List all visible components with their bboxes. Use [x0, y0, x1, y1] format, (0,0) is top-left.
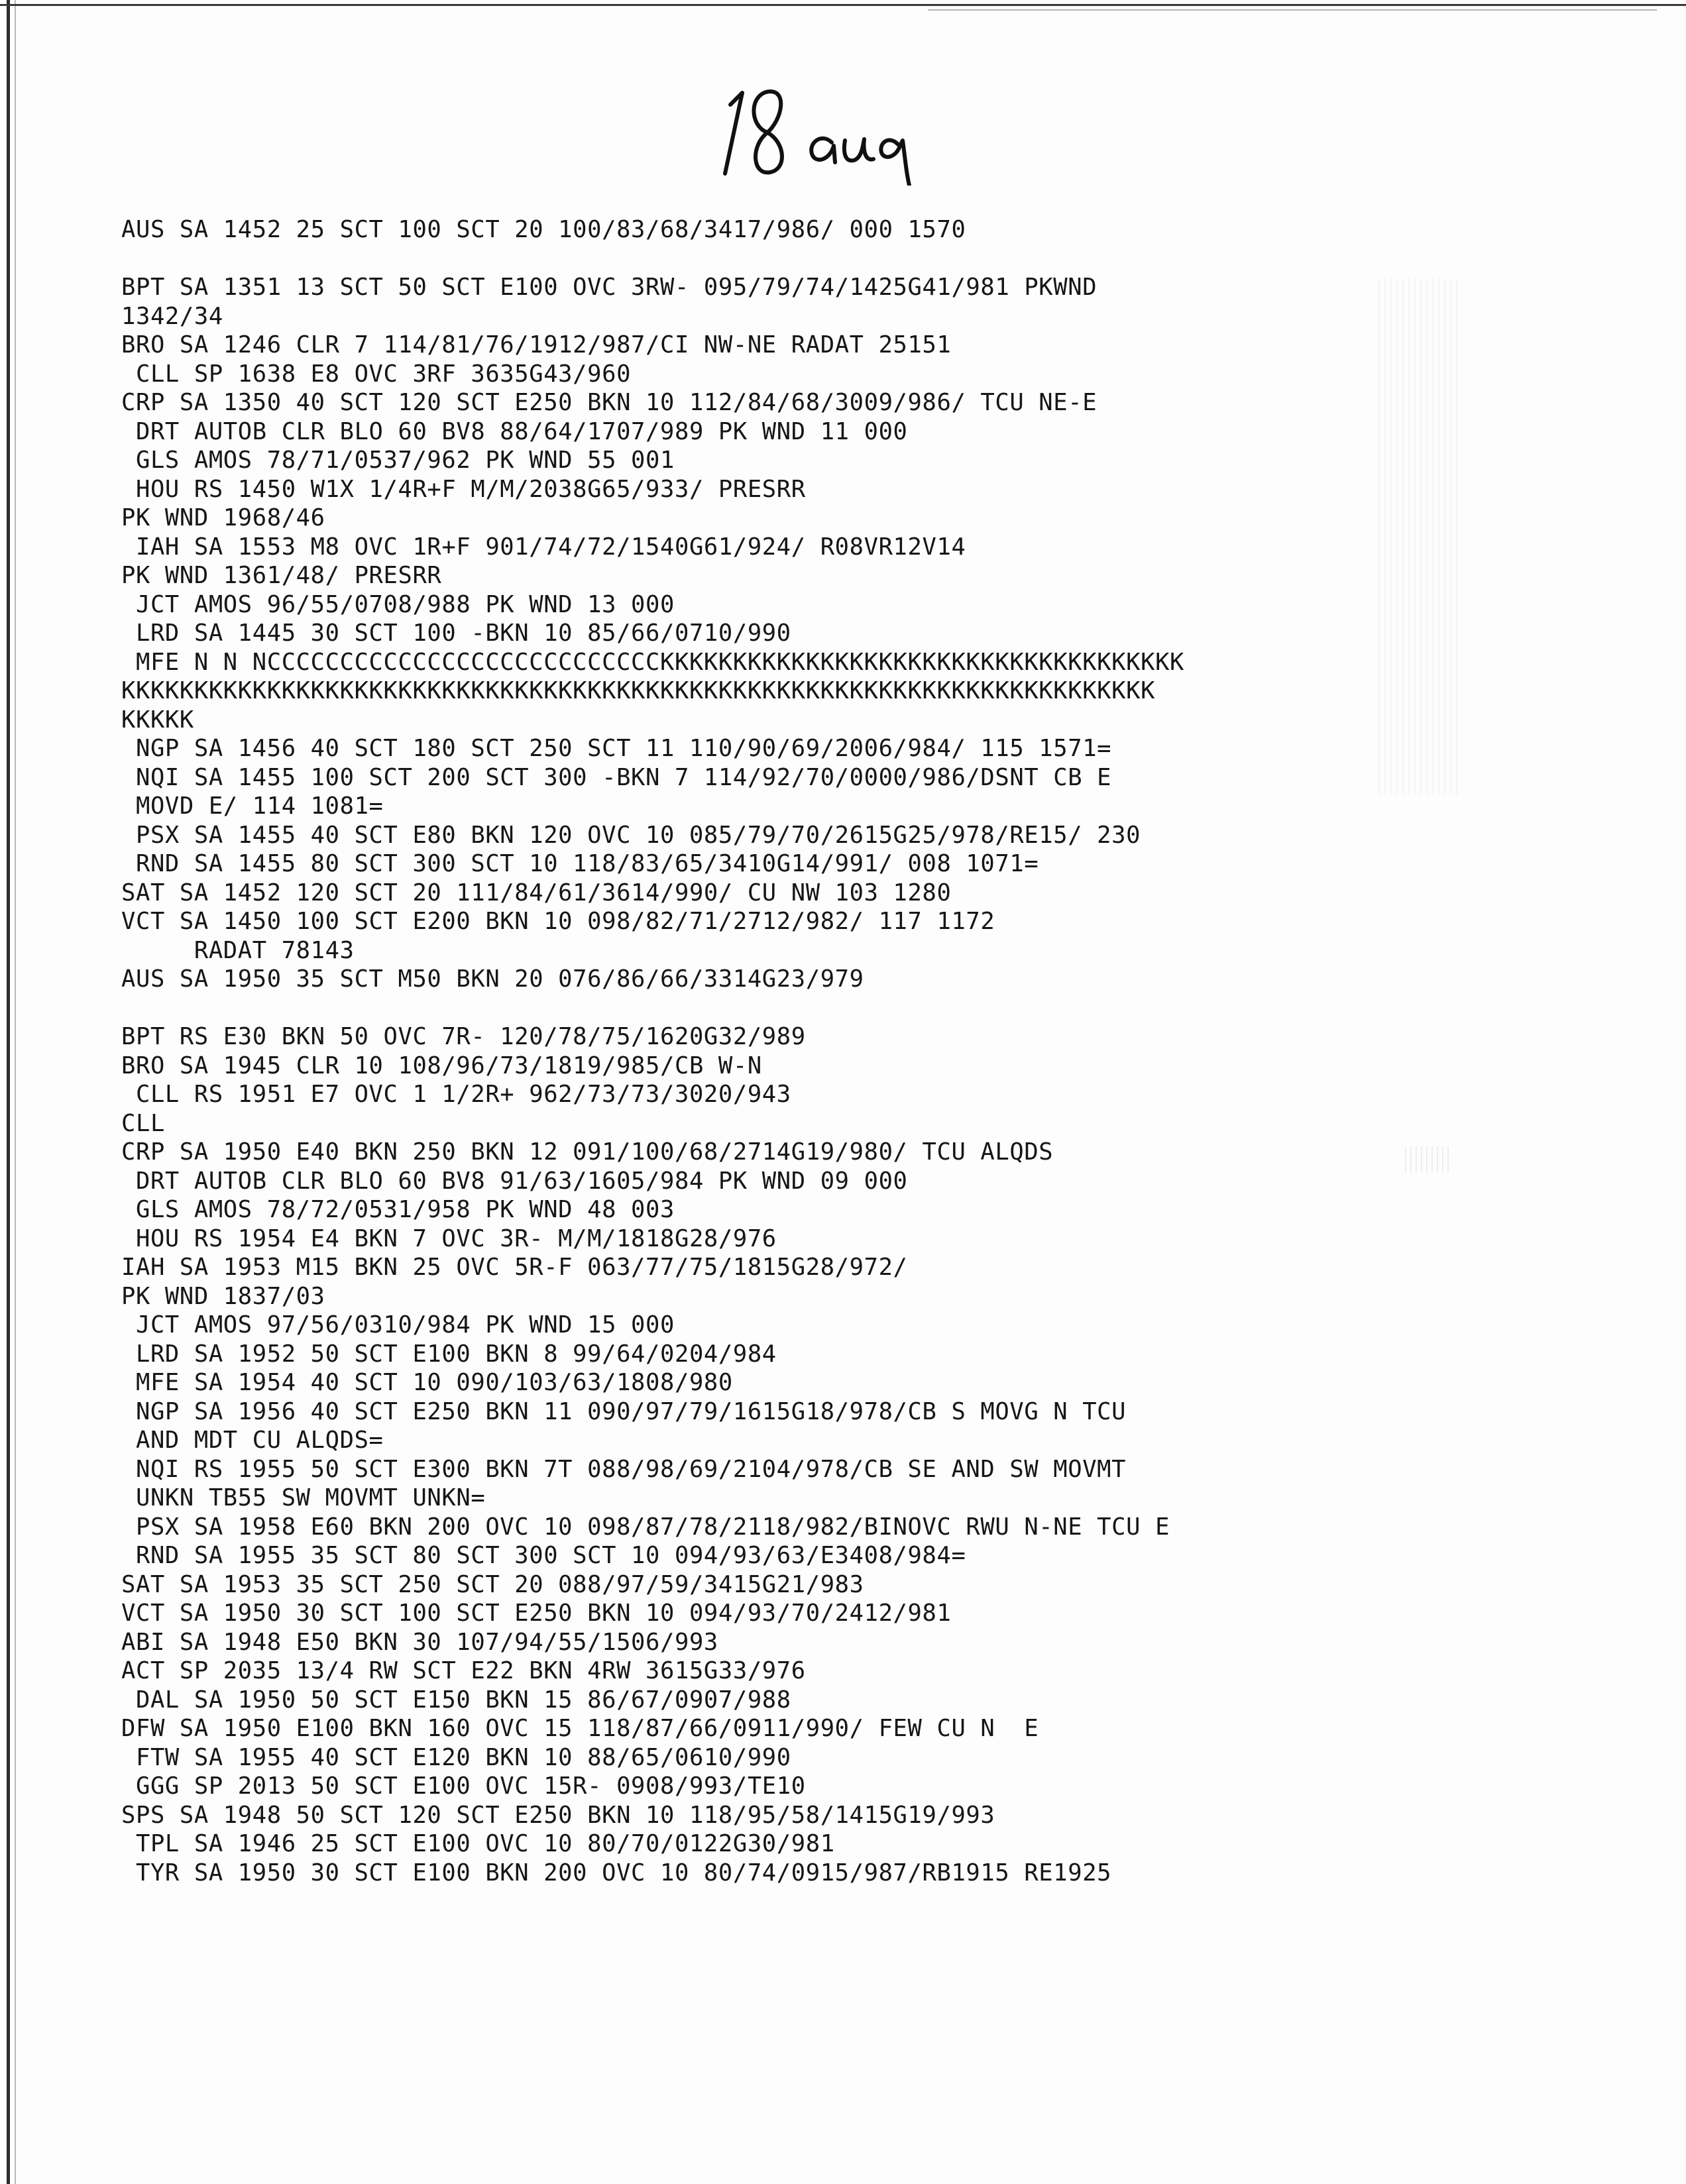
report-line: PSX SA 1455 40 SCT E80 BKN 120 OVC 10 085/79/70/2615G25/978/RE15/ 230	[121, 821, 1141, 849]
report-line: MOVD E/ 114 1081=	[121, 792, 384, 820]
report-line: CLL	[121, 1109, 165, 1137]
report-line: CLL SP 1638 E8 OVC 3RF 3635G43/960	[121, 360, 632, 388]
report-line: MFE SA 1954 40 SCT 10 090/103/63/1808/980	[121, 1369, 733, 1396]
report-line: CLL RS 1951 E7 OVC 1 1/2R+ 962/73/73/3020/943	[121, 1081, 791, 1108]
report-line: BPT SA 1351 13 SCT 50 SCT E100 OVC 3RW- 095/79/74/1425G41/981 PKWND	[121, 274, 1097, 301]
report-line: SPS SA 1948 50 SCT 120 SCT E250 BKN 10 118/95/58/1415G19/993	[121, 1801, 995, 1829]
report-line: CRP SA 1350 40 SCT 120 SCT E250 BKN 10 112/84/68/3009/986/ TCU NE-E	[121, 389, 1097, 416]
report-line: FTW SA 1955 40 SCT E120 BKN 10 88/65/0610/990	[121, 1743, 791, 1771]
report-line: IAH SA 1553 M8 OVC 1R+F 901/74/72/1540G61/924/ R08VR12V14	[121, 533, 966, 561]
report-line: PSX SA 1958 E60 BKN 200 OVC 10 098/87/78/2118/982/BINOVC RWU N-NE TCU E	[121, 1513, 1170, 1541]
report-line: BRO SA 1945 CLR 10 108/96/73/1819/985/CB W-N	[121, 1052, 762, 1079]
report-line: HOU RS 1450 W1X 1/4R+F M/M/2038G65/933/ PRESRR	[121, 475, 806, 503]
report-line: GLS AMOS 78/72/0531/958 PK WND 48 003	[121, 1196, 675, 1223]
report-line: UNKN TB55 SW MOVMT UNKN=	[121, 1484, 486, 1511]
page-binding-edge	[7, 0, 10, 2184]
report-line: AUS SA 1950 35 SCT M50 BKN 20 076/86/66/3314G23/979	[121, 965, 864, 993]
report-line: BPT RS E30 BKN 50 OVC 7R- 120/78/75/1620G32/989	[121, 1023, 806, 1050]
report-line: DAL SA 1950 50 SCT E150 BKN 15 86/67/0907/988	[121, 1686, 791, 1714]
report-line: CRP SA 1950 E40 BKN 250 BKN 12 091/100/68/2714G19/980/ TCU ALQDS	[121, 1138, 1054, 1166]
weather-report-text	[121, 215, 1447, 1887]
report-line: VCT SA 1950 30 SCT 100 SCT E250 BKN 10 094/93/70/2412/981	[121, 1600, 952, 1627]
handwritten-date	[716, 80, 981, 186]
page-top-edge	[0, 4, 1686, 6]
page-edge-shadow	[15, 0, 16, 2184]
report-line: BRO SA 1246 CLR 7 114/81/76/1912/987/CI NW-NE RADAT 25151	[121, 331, 952, 358]
report-line: IAH SA 1953 M15 BKN 25 OVC 5R-F 063/77/75/1815G28/972/	[121, 1254, 908, 1281]
report-line	[121, 245, 1447, 274]
report-line: RADAT 78143	[121, 936, 355, 964]
report-line: KKKKK	[121, 706, 194, 734]
report-line: GLS AMOS 78/71/0537/962 PK WND 55 001	[121, 447, 675, 474]
report-line: MFE N N NCCCCCCCCCCCCCCCCCCCCCCCCCCCKKKKKKKKKKKKKKKKKKKKKKKKKKKKKKKKKKKK	[121, 648, 1185, 676]
report-line: NQI RS 1955 50 SCT E300 BKN 7T 088/98/69/2104/978/CB SE AND SW MOVMT	[121, 1455, 1127, 1483]
report-line: AND MDT CU ALQDS=	[121, 1427, 384, 1454]
report-line: SAT SA 1452 120 SCT 20 111/84/61/3614/990/ CU NW 103 1280	[121, 879, 952, 906]
report-line: AUS SA 1452 25 SCT 100 SCT 20 100/83/68/3417/986/ 000 1570	[121, 216, 966, 243]
report-line: NGP SA 1956 40 SCT E250 BKN 11 090/97/79/1615G18/978/CB S MOVG N TCU	[121, 1397, 1127, 1425]
report-line: PK WND 1968/46	[121, 504, 325, 531]
report-line: ACT SP 2035 13/4 RW SCT E22 BKN 4RW 3615G33/976	[121, 1657, 806, 1684]
report-line: NQI SA 1455 100 SCT 200 SCT 300 -BKN 7 114/92/70/0000/986/DSNT CB E	[121, 763, 1112, 791]
report-line: TPL SA 1946 25 SCT E100 OVC 10 80/70/0122G30/981	[121, 1830, 835, 1857]
report-line: PK WND 1837/03	[121, 1282, 325, 1310]
report-line	[121, 994, 1447, 1023]
report-line: RND SA 1455 80 SCT 300 SCT 10 118/83/65/3410G14/991/ 008 1071=	[121, 850, 1039, 877]
report-line: LRD SA 1445 30 SCT 100 -BKN 10 85/66/0710/990	[121, 620, 791, 647]
report-line: ABI SA 1948 E50 BKN 30 107/94/55/1506/993	[121, 1628, 718, 1656]
report-line: KKKKKKKKKKKKKKKKKKKKKKKKKKKKKKKKKKKKKKKKKKKKKKKKKKKKKKKKKKKKKKKKKKKKKKK	[121, 677, 1156, 704]
report-line: DRT AUTOB CLR BLO 60 BV8 91/63/1605/984 PK WND 09 000	[121, 1167, 908, 1195]
report-line: LRD SA 1952 50 SCT E100 BKN 8 99/64/0204/984	[121, 1340, 777, 1368]
report-line: GGG SP 2013 50 SCT E100 OVC 15R- 0908/993/TE10	[121, 1773, 806, 1800]
report-line: TYR SA 1950 30 SCT E100 BKN 200 OVC 10 80/74/0915/987/RB1915 RE1925	[121, 1859, 1112, 1886]
report-line: 1342/34	[121, 302, 223, 330]
report-line: DFW SA 1950 E100 BKN 160 OVC 15 118/87/66/0911/990/ FEW CU N E	[121, 1715, 1039, 1742]
report-line: VCT SA 1450 100 SCT E200 BKN 10 098/82/71/2712/982/ 117 1172	[121, 908, 995, 935]
report-line: DRT AUTOB CLR BLO 60 BV8 88/64/1707/989 PK WND 11 000	[121, 417, 908, 445]
report-line: JCT AMOS 97/56/0310/984 PK WND 15 000	[121, 1311, 675, 1338]
report-line: NGP SA 1456 40 SCT 180 SCT 250 SCT 11 110/90/69/2006/984/ 115 1571=	[121, 735, 1112, 762]
report-line: HOU RS 1954 E4 BKN 7 OVC 3R- M/M/1818G28/976	[121, 1225, 777, 1252]
report-line: PK WND 1361/48/ PRESRR	[121, 562, 442, 589]
report-line: SAT SA 1953 35 SCT 250 SCT 20 088/97/59/3415G21/983	[121, 1570, 864, 1598]
report-line: JCT AMOS 96/55/0708/988 PK WND 13 000	[121, 590, 675, 618]
page-top-edge-fade	[928, 9, 1657, 11]
report-line: RND SA 1955 35 SCT 80 SCT 300 SCT 10 094/93/63/E3408/984=	[121, 1542, 966, 1569]
handwritten-date-svg	[716, 80, 981, 186]
